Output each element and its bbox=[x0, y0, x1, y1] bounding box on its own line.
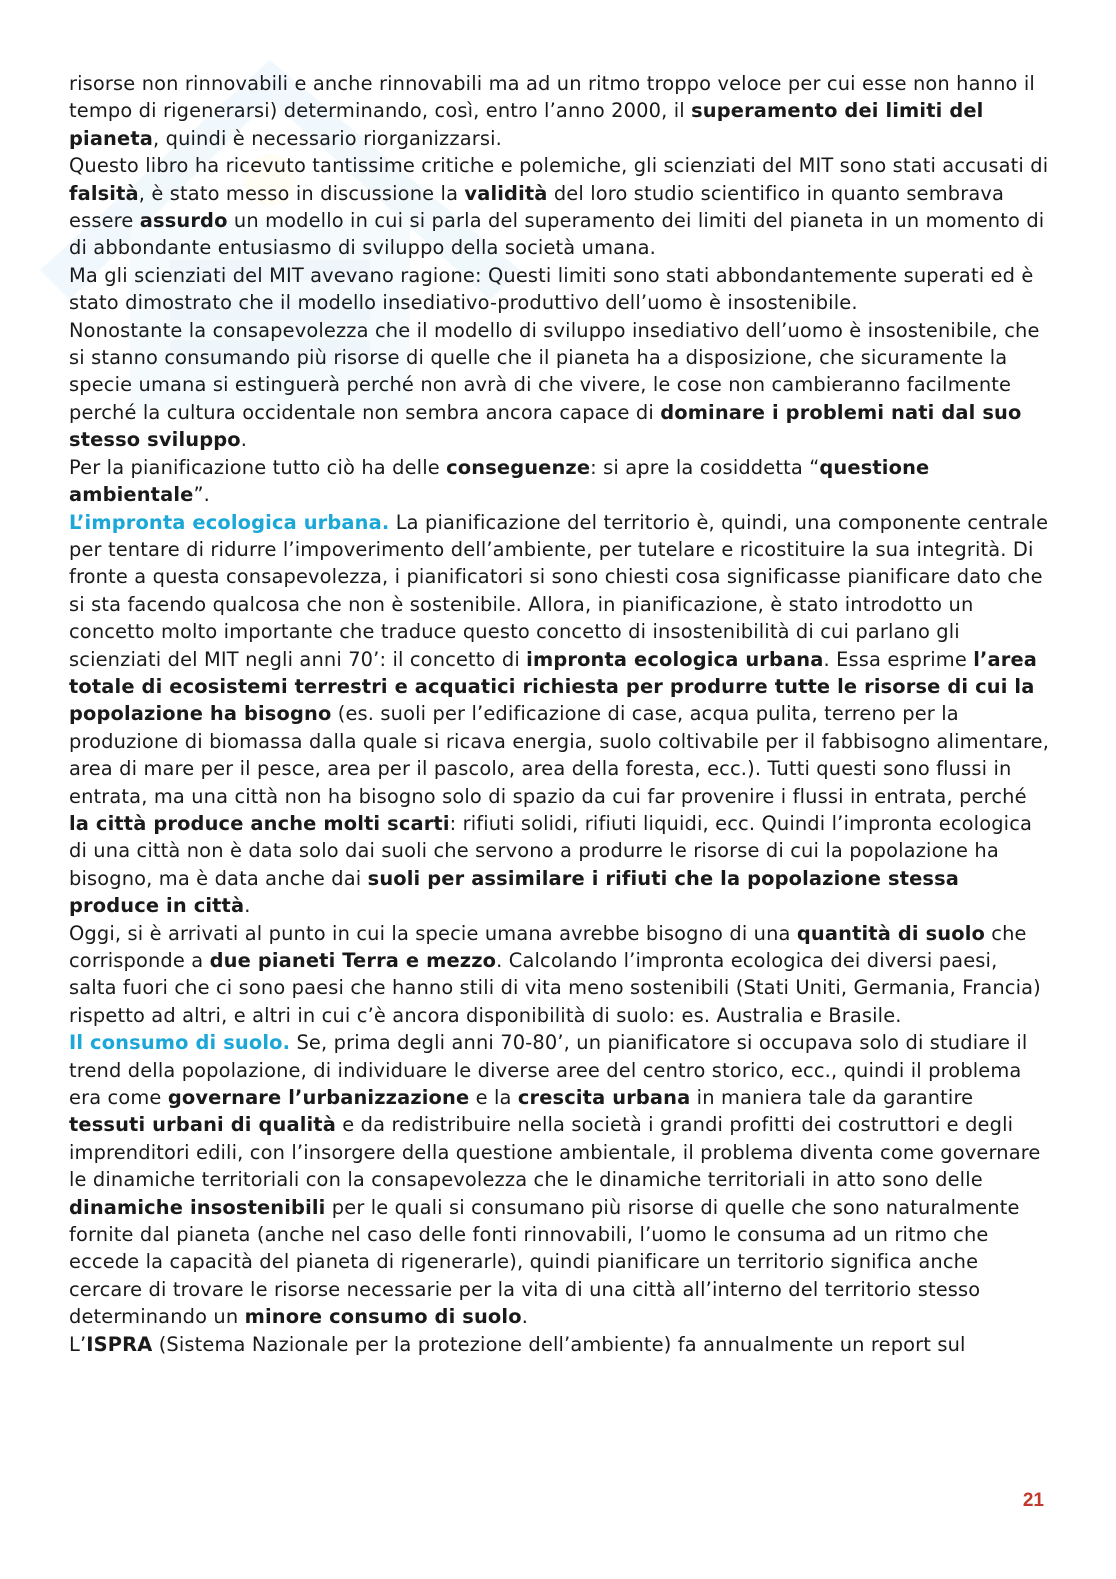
page-number: 21 bbox=[1022, 1490, 1044, 1511]
section-heading: Il consumo di suolo. bbox=[69, 1031, 291, 1055]
paragraph: Oggi, si è arrivati al punto in cui la specie umana avrebbe bisogno di una quantità di suolo che corrisponde a due pianeti Terra e mezzo. Calcolando l’impronta ecologica dei diversi paesi, salta fuori che ci sono paesi che hanno stili di vita meno sostenibili (Stati Uniti, Germania, Francia) rispetto ad altri, e altri in cui c’è ancora disponibilità di suolo: es. Australia e Brasile. bbox=[69, 921, 1041, 1027]
paragraph: Questo libro ha ricevuto tantissime critiche e polemiche, gli scienziati del MIT sono stati accusati di falsità, è stato messo in discussione la validità del loro studio scientifico in quanto sembrava essere assurdo un modello in cui si parla del superamento dei limiti del pianeta in un momento di di abbondante entusiasmo di sviluppo della società umana. bbox=[69, 154, 1049, 260]
paragraph: Per la pianificazione tutto ciò ha delle conseguenze: si apre la cosiddetta “questione ambientale”. bbox=[69, 455, 930, 507]
paragraph: Nonostante la consapevolezza che il modello di sviluppo insediativo dell’uomo è insostenibile, che si stanno consumando più risorse di quelle che il pianeta ha a disposizione, che sicuramente la specie umana si estinguerà perché non avrà di che vivere, le cose non cambieranno facilmente perché la cultura occidentale non sembra ancora capace di dominare i problemi nati dal suo stesso sviluppo. bbox=[69, 318, 1040, 452]
section-heading: L’impronta ecologica urbana. bbox=[69, 510, 390, 534]
document-body bbox=[69, 70, 1051, 1358]
section-consumo-suolo: Il consumo di suolo. Se, prima degli anni 70-80’, un pianificatore si occupava solo di studiare il trend della popolazione, di individuare le diverse aree del centro storico, ecc., quindi il problema era come governare l’urbanizzazione e la crescita urbana in maniera tale da garantire tessuti urbani di qualità e da redistribuire nella società i grandi profitti dei costruttori e degli imprenditori edili, con l’insorgere della questione ambientale, il problema diventa come governare le dinamiche territoriali con la consapevolezza che le dinamiche territoriali in atto sono delle dinamiche insostenibili per le quali si consumano più risorse di quelle che sono naturalmente fornite dal pianeta (anche nel caso delle fonti rinnovabili, l’uomo le consuma ad un ritmo che eccede la capacità del pianeta di rigenerarle), quindi pianificare un territorio significa anche cercare di trovare le risorse necessarie per la vita di una città all’interno del territorio stesso determinando un minore consumo di suolo. bbox=[69, 1031, 1041, 1329]
paragraph: risorse non rinnovabili e anche rinnovabili ma ad un ritmo troppo veloce per cui esse non hanno il tempo di rigenerarsi) determinando, così, entro l’anno 2000, il superamento dei limiti del pianeta, quindi è necessario riorganizzarsi. bbox=[69, 72, 1035, 150]
paragraph: Ma gli scienziati del MIT avevano ragione: Questi limiti sono stati abbondantemente superati ed è stato dimostrato che il modello insediativo-produttivo dell’uomo è insostenibile. bbox=[69, 263, 1034, 315]
section-impronta-ecologica: L’impronta ecologica urbana. La pianificazione del territorio è, quindi, una componente centrale per tentare di ridurre l’impoverimento dell’ambiente, per tutelare e ricostituire la sua integrità. Di fronte a questa consapevolezza, i pianificatori si sono chiesti cosa significasse pianificare dato che si sta facendo qualcosa che non è sostenibile. Allora, in pianificazione, è stato introdotto un concetto molto importante che traduce questo concetto di insostenibilità di cui parlano gli scienziati del MIT negli anni 70’: il concetto di impronta ecologica urbana. Essa esprime l’area totale di ecosistemi terrestri e acquatici richiesta per produrre tutte le risorse di cui la popolazione ha bisogno (es. suoli per l’edificazione di case, acqua pulita, terreno per la produzione di biomassa dalla quale si ricava energia, suolo coltivabile per il fabbisogno alimentare, area di mare per il pesce, area per il pascolo, area della foresta, ecc.). Tutti questi sono flussi in entrata, ma una città non ha bisogno solo di spazio da cui far provenire i flussi in entrata, perché la città produce anche molti scarti: rifiuti solidi, rifiuti liquidi, ecc. Quindi l’impronta ecologica di una città non è data solo dai suoli che servono a produrre le risorse di cui la popolazione ha bisogno, ma è data anche dai suoli per assimilare i rifiuti che la popolazione stessa produce in città. bbox=[69, 510, 1050, 918]
paragraph: L’ISPRA (Sistema Nazionale per la protezione dell’ambiente) fa annualmente un report sul bbox=[69, 1332, 966, 1356]
